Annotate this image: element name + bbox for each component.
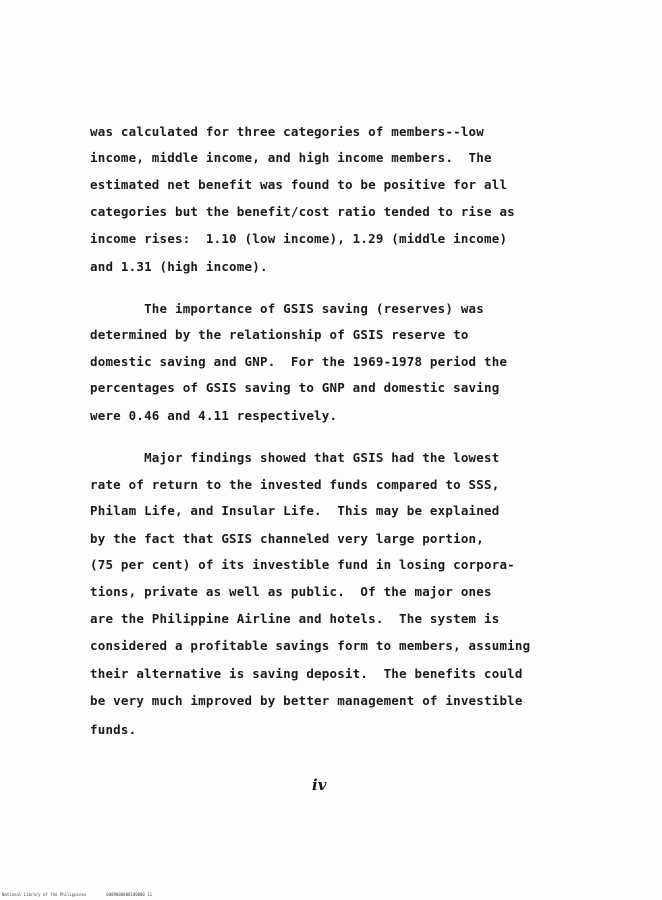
text-line: (75 per cent) of its investible fund in losing corpora- [90,557,515,572]
text-line: categories but the benefit/cost ratio tended to rise as [90,204,515,219]
text-line: were 0.46 and 4.11 respectively. [90,408,338,423]
footer-library: National Library of the Philippines [2,892,87,897]
text-line: domestic saving and GNP. For the 1969-1978 period the [90,354,508,369]
footer-id: 0U09000000100000 11 [106,892,153,897]
text-line: determined by the relationship of GSIS reserve to [90,327,469,342]
text-line: income, middle income, and high income members. The [90,150,492,165]
text-line: income rises: 1.10 (low income), 1.29 (middle income) [90,231,508,246]
text-line: percentages of GSIS saving to GNP and domestic saving [90,380,500,395]
text-line: their alternative is saving deposit. The benefits could [90,666,523,681]
text-line: was calculated for three categories of members--low [90,124,485,139]
text-line: be very much improved by better management of investible [90,693,523,708]
text-line: estimated net benefit was found to be positive for all [90,177,508,192]
text-line: funds. [90,722,137,737]
page-number: iv [312,776,327,794]
text-line: and 1.31 (high income). [90,259,268,274]
text-line: Philam Life, and Insular Life. This may be explained [90,503,500,518]
text-line: considered a profitable savings form to members, assuming [90,638,531,653]
text-line: rate of return to the invested funds compared to SSS, [90,477,500,492]
text-line: The importance of GSIS saving (reserves) was [90,301,485,316]
text-line: tions, private as well as public. Of the major ones [90,584,492,599]
text-line: by the fact that GSIS channeled very large portion, [90,531,485,546]
text-line: Major findings showed that GSIS had the lowest [90,450,500,465]
text-line: are the Philippine Airline and hotels. The system is [90,611,500,626]
footer-credit [2,892,152,897]
